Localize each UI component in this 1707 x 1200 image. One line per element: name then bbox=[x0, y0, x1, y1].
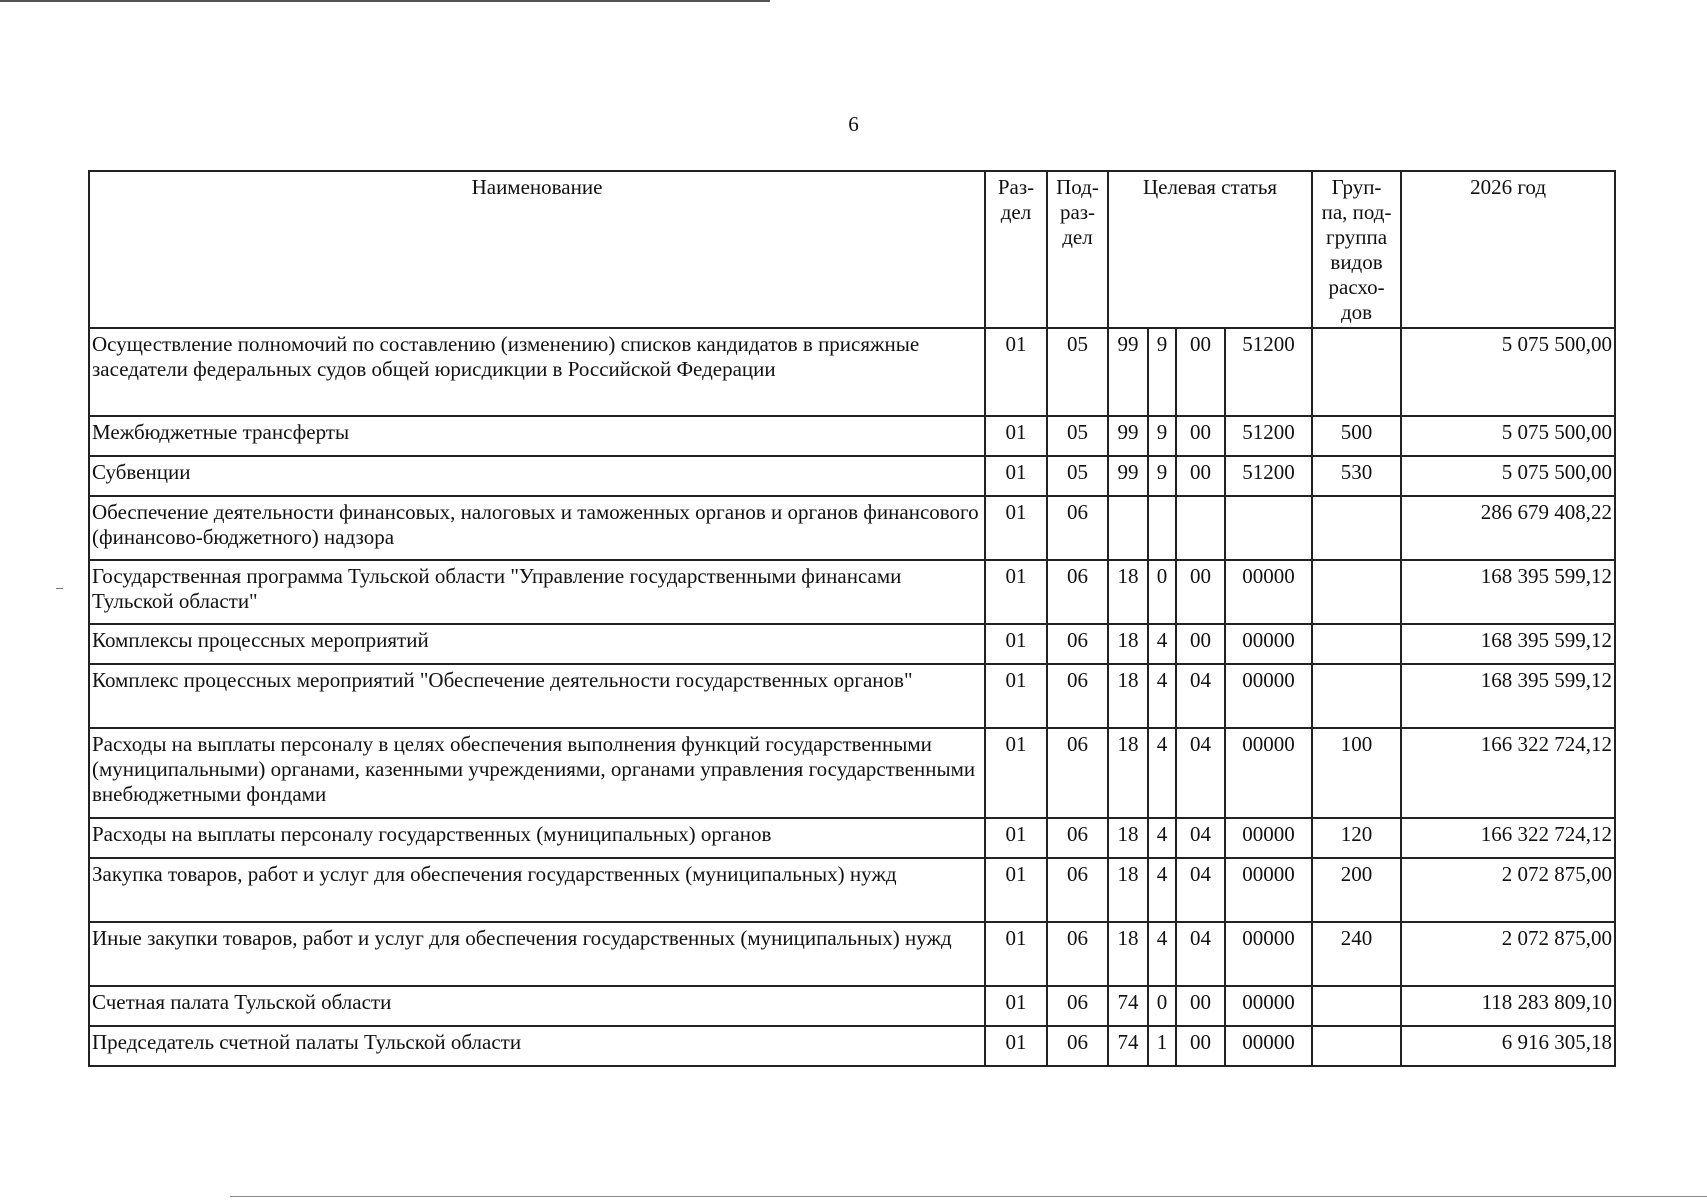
amount-cell: 6 916 305,18 bbox=[1401, 1026, 1615, 1066]
event-code-cell: 00 bbox=[1176, 560, 1225, 624]
subsection-code-cell: 06 bbox=[1047, 496, 1108, 560]
row-name-cell: Осуществление полномочий по составлению (изменению) списков кандидатов в присяжные заседатели федеральных судов общей юрисдикции в Российской Федерации bbox=[89, 328, 985, 416]
subprogram-code-cell: 4 bbox=[1148, 664, 1176, 728]
row-name-cell: Закупка товаров, работ и услуг для обеспечения государственных (муниципальных) нужд bbox=[89, 858, 985, 922]
page-number: 6 bbox=[848, 112, 859, 136]
subprogram-code-cell: 9 bbox=[1148, 456, 1176, 496]
row-name-cell: Субвенции bbox=[89, 456, 985, 496]
amount-cell: 5 075 500,00 bbox=[1401, 328, 1615, 416]
section-code-cell: 01 bbox=[985, 496, 1047, 560]
direction-code-cell: 00000 bbox=[1225, 664, 1312, 728]
expense-group-cell bbox=[1312, 328, 1401, 416]
subprogram-code-cell: 4 bbox=[1148, 858, 1176, 922]
subsection-code-cell: 06 bbox=[1047, 818, 1108, 858]
table-row bbox=[89, 328, 1615, 416]
section-code-cell: 01 bbox=[985, 328, 1047, 416]
header-target-article: Целевая статья bbox=[1108, 171, 1312, 328]
program-code-cell: 18 bbox=[1108, 664, 1148, 728]
program-code-cell: 99 bbox=[1108, 456, 1148, 496]
direction-code-cell: 00000 bbox=[1225, 560, 1312, 624]
event-code-cell: 00 bbox=[1176, 416, 1225, 456]
subprogram-code-cell: 9 bbox=[1148, 416, 1176, 456]
amount-cell: 166 322 724,12 bbox=[1401, 728, 1615, 818]
row-name-cell: Комплекс процессных мероприятий "Обеспечение деятельности государственных органов" bbox=[89, 664, 985, 728]
table-row bbox=[89, 1026, 1615, 1066]
subprogram-code-cell: 1 bbox=[1148, 1026, 1176, 1066]
event-code-cell: 04 bbox=[1176, 818, 1225, 858]
event-code-cell: 00 bbox=[1176, 986, 1225, 1026]
event-code-cell: 00 bbox=[1176, 456, 1225, 496]
amount-cell: 5 075 500,00 bbox=[1401, 456, 1615, 496]
direction-code-cell bbox=[1225, 496, 1312, 560]
amount-cell: 5 075 500,00 bbox=[1401, 416, 1615, 456]
scan-margin-mark bbox=[56, 588, 63, 589]
direction-code-cell: 00000 bbox=[1225, 1026, 1312, 1066]
table-body bbox=[89, 328, 1615, 1066]
expense-group-cell bbox=[1312, 560, 1401, 624]
amount-cell: 168 395 599,12 bbox=[1401, 560, 1615, 624]
subprogram-code-cell bbox=[1148, 496, 1176, 560]
direction-code-cell: 51200 bbox=[1225, 456, 1312, 496]
subprogram-code-cell: 4 bbox=[1148, 818, 1176, 858]
expense-group-cell bbox=[1312, 664, 1401, 728]
expense-group-cell: 240 bbox=[1312, 922, 1401, 986]
table-row bbox=[89, 818, 1615, 858]
section-code-cell: 01 bbox=[985, 416, 1047, 456]
row-name-cell: Межбюджетные трансферты bbox=[89, 416, 985, 456]
event-code-cell: 00 bbox=[1176, 1026, 1225, 1066]
section-code-cell: 01 bbox=[985, 560, 1047, 624]
direction-code-cell: 00000 bbox=[1225, 818, 1312, 858]
program-code-cell bbox=[1108, 496, 1148, 560]
subprogram-code-cell: 0 bbox=[1148, 560, 1176, 624]
subsection-code-cell: 06 bbox=[1047, 922, 1108, 986]
scan-top-edge-line bbox=[0, 0, 770, 2]
table-row bbox=[89, 496, 1615, 560]
event-code-cell: 04 bbox=[1176, 922, 1225, 986]
direction-code-cell: 51200 bbox=[1225, 416, 1312, 456]
program-code-cell: 18 bbox=[1108, 922, 1148, 986]
subsection-code-cell: 05 bbox=[1047, 456, 1108, 496]
amount-cell: 118 283 809,10 bbox=[1401, 986, 1615, 1026]
section-code-cell: 01 bbox=[985, 922, 1047, 986]
subprogram-code-cell: 4 bbox=[1148, 624, 1176, 664]
expense-group-cell bbox=[1312, 986, 1401, 1026]
header-name: Наименование bbox=[89, 171, 985, 328]
row-name-cell: Расходы на выплаты персоналу государственных (муниципальных) органов bbox=[89, 818, 985, 858]
program-code-cell: 18 bbox=[1108, 560, 1148, 624]
direction-code-cell: 00000 bbox=[1225, 624, 1312, 664]
section-code-cell: 01 bbox=[985, 728, 1047, 818]
program-code-cell: 74 bbox=[1108, 986, 1148, 1026]
event-code-cell: 04 bbox=[1176, 728, 1225, 818]
row-name-cell: Счетная палата Тульской области bbox=[89, 986, 985, 1026]
event-code-cell: 00 bbox=[1176, 624, 1225, 664]
section-code-cell: 01 bbox=[985, 1026, 1047, 1066]
program-code-cell: 18 bbox=[1108, 624, 1148, 664]
amount-cell: 166 322 724,12 bbox=[1401, 818, 1615, 858]
section-code-cell: 01 bbox=[985, 986, 1047, 1026]
direction-code-cell: 51200 bbox=[1225, 328, 1312, 416]
subsection-code-cell: 05 bbox=[1047, 416, 1108, 456]
program-code-cell: 99 bbox=[1108, 416, 1148, 456]
amount-cell: 2 072 875,00 bbox=[1401, 858, 1615, 922]
subprogram-code-cell: 0 bbox=[1148, 986, 1176, 1026]
section-code-cell: 01 bbox=[985, 858, 1047, 922]
expense-group-cell: 200 bbox=[1312, 858, 1401, 922]
event-code-cell: 04 bbox=[1176, 858, 1225, 922]
budget-table bbox=[88, 170, 1616, 1067]
section-code-cell: 01 bbox=[985, 624, 1047, 664]
row-name-cell: Расходы на выплаты персоналу в целях обеспечения выполнения функций государственными (муниципальными) органами, казенными учреждениями, органами управления государственными внебюджетными фондами bbox=[89, 728, 985, 818]
subsection-code-cell: 06 bbox=[1047, 858, 1108, 922]
row-name-cell: Комплексы процессных мероприятий bbox=[89, 624, 985, 664]
header-section: Раз- дел bbox=[985, 171, 1047, 328]
table-row bbox=[89, 922, 1615, 986]
header-expense-group: Груп- па, под- группа видов расхо- дов bbox=[1312, 171, 1401, 328]
event-code-cell: 04 bbox=[1176, 664, 1225, 728]
event-code-cell: 00 bbox=[1176, 328, 1225, 416]
subsection-code-cell: 06 bbox=[1047, 624, 1108, 664]
header-row bbox=[89, 171, 1615, 328]
header-year-2026: 2026 год bbox=[1401, 171, 1615, 328]
direction-code-cell: 00000 bbox=[1225, 728, 1312, 818]
expense-group-cell: 120 bbox=[1312, 818, 1401, 858]
subprogram-code-cell: 4 bbox=[1148, 728, 1176, 818]
amount-cell: 168 395 599,12 bbox=[1401, 664, 1615, 728]
expense-group-cell bbox=[1312, 1026, 1401, 1066]
table-header bbox=[89, 171, 1615, 328]
expense-group-cell bbox=[1312, 624, 1401, 664]
amount-cell: 286 679 408,22 bbox=[1401, 496, 1615, 560]
table-row bbox=[89, 986, 1615, 1026]
program-code-cell: 74 bbox=[1108, 1026, 1148, 1066]
row-name-cell: Обеспечение деятельности финансовых, налоговых и таможенных органов и органов финансового (финансово-бюджетного) надзора bbox=[89, 496, 985, 560]
row-name-cell: Председатель счетной палаты Тульской области bbox=[89, 1026, 985, 1066]
program-code-cell: 99 bbox=[1108, 328, 1148, 416]
table-row bbox=[89, 456, 1615, 496]
table-row bbox=[89, 624, 1615, 664]
section-code-cell: 01 bbox=[985, 664, 1047, 728]
program-code-cell: 18 bbox=[1108, 818, 1148, 858]
scan-bottom-edge-line bbox=[230, 1196, 1707, 1197]
table-row bbox=[89, 664, 1615, 728]
amount-cell: 168 395 599,12 bbox=[1401, 624, 1615, 664]
subsection-code-cell: 06 bbox=[1047, 1026, 1108, 1066]
program-code-cell: 18 bbox=[1108, 728, 1148, 818]
expense-group-cell: 100 bbox=[1312, 728, 1401, 818]
header-subsection: Под- раз- дел bbox=[1047, 171, 1108, 328]
subsection-code-cell: 05 bbox=[1047, 328, 1108, 416]
subprogram-code-cell: 9 bbox=[1148, 328, 1176, 416]
direction-code-cell: 00000 bbox=[1225, 858, 1312, 922]
subsection-code-cell: 06 bbox=[1047, 560, 1108, 624]
table-row bbox=[89, 858, 1615, 922]
section-code-cell: 01 bbox=[985, 456, 1047, 496]
direction-code-cell: 00000 bbox=[1225, 922, 1312, 986]
subprogram-code-cell: 4 bbox=[1148, 922, 1176, 986]
table-row bbox=[89, 560, 1615, 624]
table-row bbox=[89, 728, 1615, 818]
row-name-cell: Государственная программа Тульской области "Управление государственными финансами Тульской области" bbox=[89, 560, 985, 624]
expense-group-cell: 500 bbox=[1312, 416, 1401, 456]
section-code-cell: 01 bbox=[985, 818, 1047, 858]
subsection-code-cell: 06 bbox=[1047, 986, 1108, 1026]
table-row bbox=[89, 416, 1615, 456]
expense-group-cell bbox=[1312, 496, 1401, 560]
subsection-code-cell: 06 bbox=[1047, 728, 1108, 818]
row-name-cell: Иные закупки товаров, работ и услуг для обеспечения государственных (муниципальных) нужд bbox=[89, 922, 985, 986]
direction-code-cell: 00000 bbox=[1225, 986, 1312, 1026]
subsection-code-cell: 06 bbox=[1047, 664, 1108, 728]
expense-group-cell: 530 bbox=[1312, 456, 1401, 496]
program-code-cell: 18 bbox=[1108, 858, 1148, 922]
event-code-cell bbox=[1176, 496, 1225, 560]
amount-cell: 2 072 875,00 bbox=[1401, 922, 1615, 986]
